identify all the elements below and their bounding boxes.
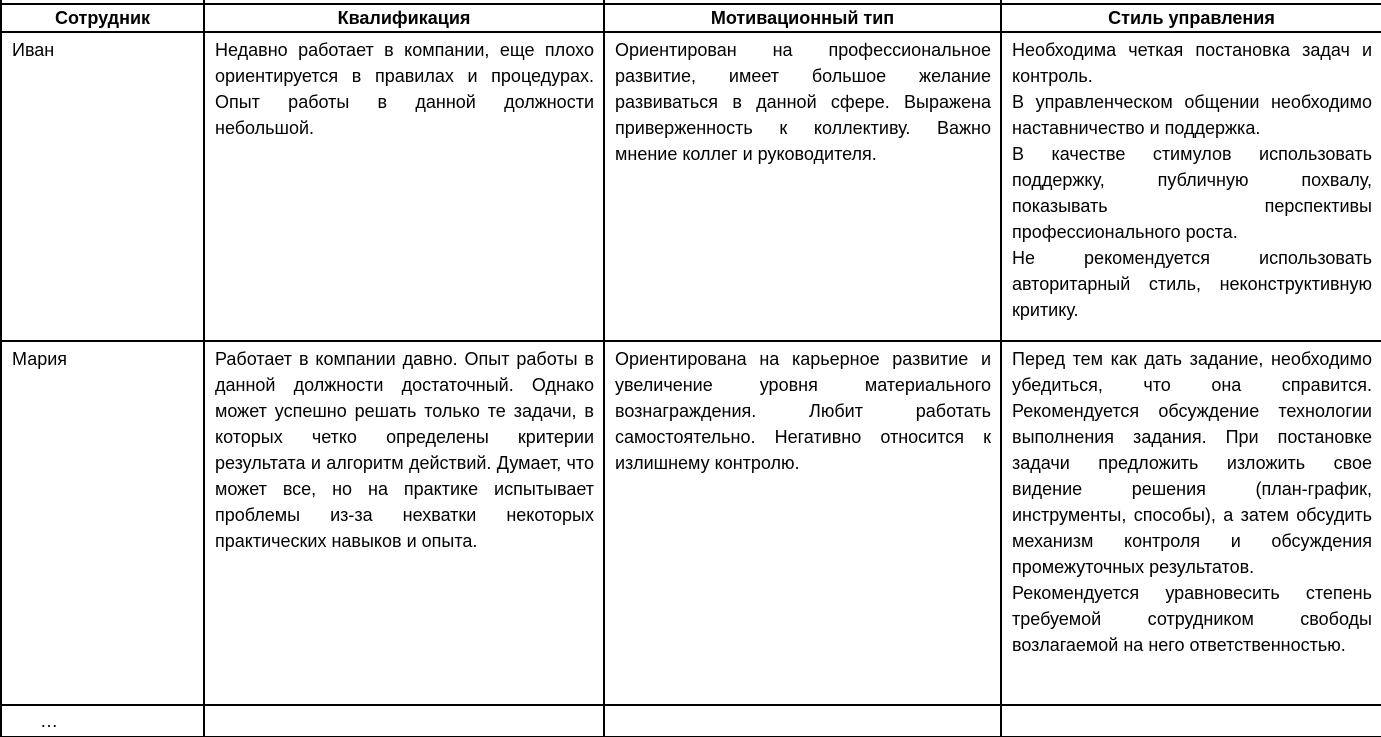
paragraph: Необходима четкая постановка задач и контроль. xyxy=(1012,40,1372,86)
column-header-qualification: Квалификация xyxy=(204,4,604,32)
paragraph: В качестве стимулов использовать поддержку, публичную похвалу, показывать перспективы профессионального роста. xyxy=(1012,144,1372,242)
column-header-management-style: Стиль управления xyxy=(1001,4,1381,32)
cell-motivational-type xyxy=(604,32,1001,341)
table-row-ellipsis xyxy=(1,705,1381,737)
cell-management-style xyxy=(1001,341,1381,705)
cell-management-style xyxy=(1001,705,1381,737)
column-header-motivational-type: Мотивационный тип xyxy=(604,4,1001,32)
paragraph: Не рекомендуется использовать авторитарный стиль, неконструктивную критику. xyxy=(1012,248,1372,320)
cell-employee-name: Мария xyxy=(1,341,204,705)
paragraph: Недавно работает в компании, еще плохо ориентируется в правилах и процедурах. Опыт работы в данной должности небольшой. xyxy=(215,40,594,138)
cell-qualification xyxy=(204,705,604,737)
cell-employee-name: … xyxy=(1,705,204,737)
cell-management-style xyxy=(1001,32,1381,341)
column-header-employee: Сотрудник xyxy=(1,4,204,32)
paragraph: Рекомендуется уравновесить степень требуемой сотрудником свободы возлагаемой на него ответственностью. xyxy=(1012,583,1372,655)
paragraph: Перед тем как дать задание, необходимо убедиться, что она справится. Рекомендуется обсуждение технологии выполнения задания. При постановке задачи предложить изложить свое видение решения (план-график, инструменты, способы), а затем обсудить механизм контроля и обсуждения промежуточных результатов. xyxy=(1012,349,1372,577)
paragraph: Работает в компании давно. Опыт работы в данной должности достаточный. Однако может успешно решать только те задачи, в которых четко определены критерии результата и алгоритм действий. Думает, что может все, но на практике испытывает проблемы из-за нехватки некоторых практических навыков и опыта. xyxy=(215,349,594,551)
paragraph: В управленческом общении необходимо наставничество и поддержка. xyxy=(1012,92,1372,138)
table-header-row xyxy=(1,4,1381,32)
table-row-maria xyxy=(1,341,1381,705)
cell-employee-name: Иван xyxy=(1,32,204,341)
cell-qualification xyxy=(204,341,604,705)
cell-qualification xyxy=(204,32,604,341)
table-row-ivan xyxy=(1,32,1381,341)
cell-motivational-type xyxy=(604,341,1001,705)
paragraph: Ориентирована на карьерное развитие и увеличение уровня материального вознаграждения. Любит работать самостоятельно. Негативно относится к излишнему контролю. xyxy=(615,349,991,473)
cell-motivational-type xyxy=(604,705,1001,737)
paragraph: Ориентирован на профессиональное развитие, имеет большое желание развиваться в данной сфере. Выражена приверженность к коллективу. Важно мнение коллег и руководителя. xyxy=(615,40,991,164)
